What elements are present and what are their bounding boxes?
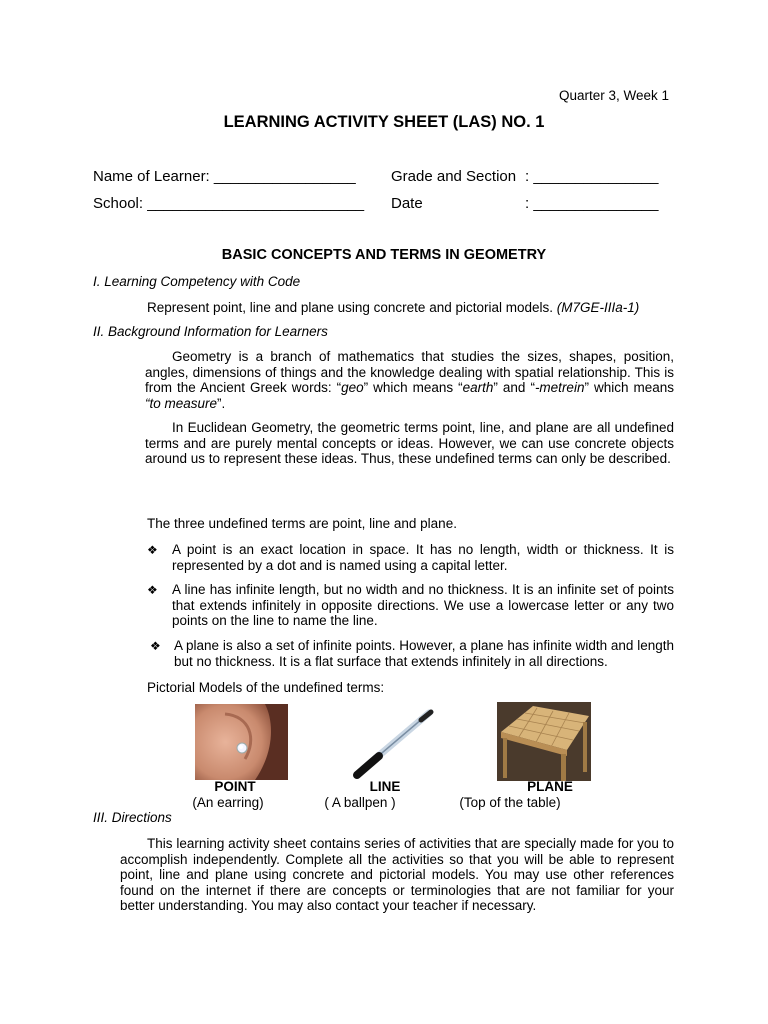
bullet-point-definition: A point is an exact location in space. It has no length, width or thickness. It is represented by a dot and is named using a capital letter. [172,542,674,573]
undefined-terms-intro: The three undefined terms are point, line and plane. [147,516,457,531]
directions-paragraph: This learning activity sheet contains series of activities that are specially made for you to accomplish independently. Complete all the activities so that you will be able to represent point, line and plane using concrete and pictorial models. You may use other references found on the internet if there are concepts or terminologies that are not familiar for your better understanding. You may also contact your teacher if necessary. [120,836,674,913]
bullet-icon: ❖ [147,583,158,597]
plane-term: PLANE [527,779,573,794]
point-caption: (An earring) [192,795,264,810]
p1-text-e: ”. [217,395,226,411]
point-term: POINT [214,779,256,794]
quarter-week: Quarter 3, Week 1 [559,88,670,103]
ballpen-image [343,709,434,779]
table-image [497,702,591,781]
background-heading: II. Background Information for Learners [93,324,328,339]
bullet-icon: ❖ [150,639,161,653]
p1-geo: geo [341,380,364,395]
p1-measure: “to measure [145,395,218,411]
grade-section-blank: : _______________ [525,168,659,185]
competency-heading: I. Learning Competency with Code [93,274,301,289]
bullet-line-definition: A line has infinite length, but no width and no thickness. It is an infinite set of points that extends infinitely in opposite directions. We use a lowercase letter or any two points on the line to name the line. [172,582,674,628]
p1-text-b: ” which means “ [363,380,463,395]
competency-code: (M7GE-IIIa-1) [556,300,640,315]
bullet-icon: ❖ [147,543,158,557]
sheet-title: LEARNING ACTIVITY SHEET (LAS) NO. 1 [223,113,545,131]
line-term: LINE [369,779,401,794]
section-title: BASIC CONCEPTS AND TERMS IN GEOMETRY [221,247,547,263]
p1-text-d: ” which means [584,380,674,395]
p1-text-c: ” and “ [493,380,535,395]
euclidean-paragraph: In Euclidean Geometry, the geometric terms point, line, and plane are all undefined terms and are purely mental concepts or ideas. However, we can use concrete objects around us to represent these ideas. Thus, these undefined terms can only be described. [145,420,674,466]
directions-heading: III. Directions [93,810,172,825]
p1-text-a: Geometry is a branch of mathematics that studies the sizes, shapes, position, angles, dimensions of things and the knowledge dealing with spatial relationship. This is from the Ancient Greek words: “ [145,349,674,395]
competency-text [147,300,639,315]
name-of-learner-field: Name of Learner: _________________ [93,168,356,185]
line-caption: ( A ballpen ) [324,795,396,810]
p1-metrein: -metrein [534,380,585,395]
competency-statement: Represent point, line and plane using concrete and pictorial models. [147,300,554,315]
date-label: Date [391,195,423,212]
plane-caption: (Top of the table) [459,795,561,810]
earring-image [195,704,288,780]
geometry-paragraph [145,349,674,411]
date-blank: : _______________ [525,195,659,212]
school-field: School: __________________________ [93,195,365,212]
grade-section-label: Grade and Section [391,168,517,185]
pictorial-models-intro: Pictorial Models of the undefined terms: [147,680,385,695]
p1-earth: earth [462,380,494,395]
bullet-plane-definition: A plane is also a set of infinite points. However, a plane has infinite width and length but no thickness. It is a flat surface that extends infinitely in all directions. [174,638,674,669]
